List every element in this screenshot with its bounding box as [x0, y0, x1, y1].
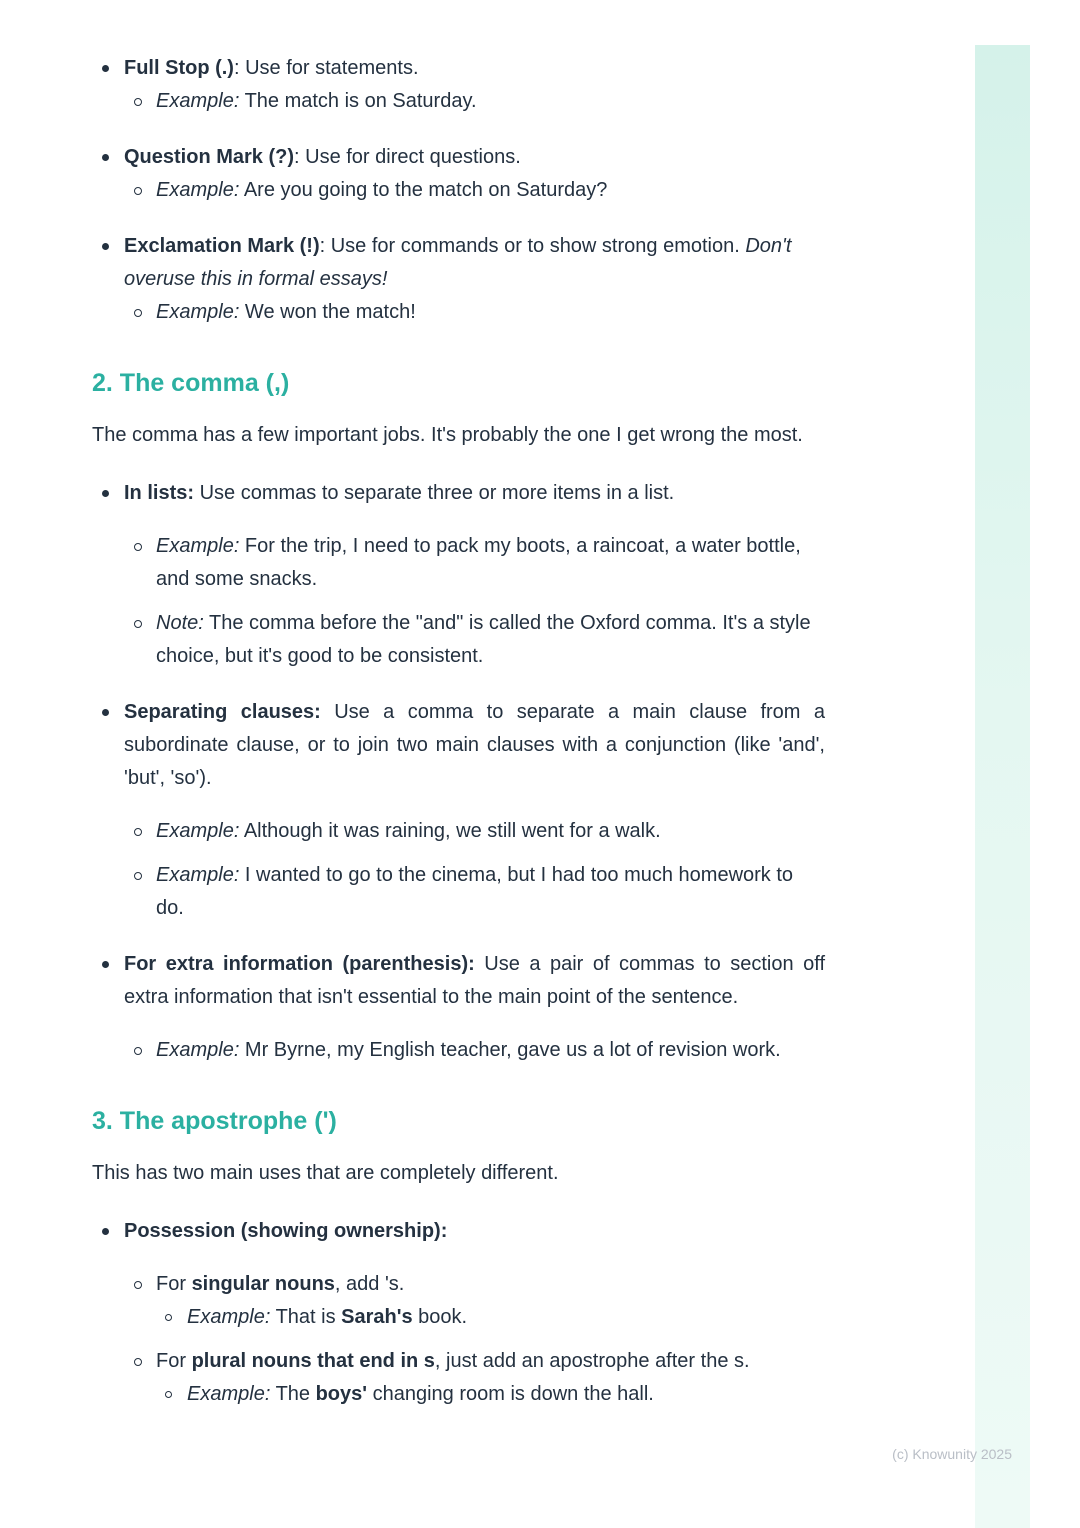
example-item — [124, 296, 825, 329]
bullet-icon — [102, 65, 109, 72]
exclamation-mark-text: Exclamation Mark (!): Use for commands or to show strong emotion. Don't overuse this in formal essays! — [124, 235, 792, 290]
list-item-separating-clauses — [92, 696, 825, 925]
example-item — [156, 1301, 825, 1334]
circle-bullet-icon — [134, 828, 142, 836]
possession-sublist — [124, 1268, 825, 1411]
circle-bullet-icon — [165, 1391, 172, 1398]
circle-bullet-icon — [165, 1314, 172, 1321]
example-text: Example: The match is on Saturday. — [156, 90, 477, 112]
circle-bullet-icon — [134, 620, 142, 628]
example-text: Example: Although it was raining, we still went for a walk. — [156, 820, 661, 842]
document-content — [92, 0, 825, 1411]
question-mark-sublist — [124, 174, 825, 207]
section-heading-comma: 2. The comma (,) — [92, 369, 290, 397]
example-item — [124, 85, 825, 118]
circle-bullet-icon — [134, 872, 142, 880]
full-stop-text: Full Stop (.): Use for statements. — [124, 57, 419, 79]
note-text: Note: The comma before the "and" is called the Oxford comma. It's a style choice, but it's good to be consistent. — [156, 612, 811, 667]
bullet-icon — [102, 709, 109, 716]
example-text: Example: That is Sarah's book. — [187, 1306, 468, 1328]
apostrophe-intro-paragraph: This has two main uses that are completely different. — [92, 1162, 559, 1184]
circle-bullet-icon — [134, 543, 142, 551]
decorative-side-strip — [975, 45, 1030, 1528]
example-text: Example: We won the match! — [156, 301, 416, 323]
singular-example-list — [156, 1301, 825, 1334]
in-lists-sublist — [124, 530, 825, 673]
plural-nouns-item — [124, 1345, 825, 1411]
plural-nouns-text: For plural nouns that end in s, just add an apostrophe after the s. — [156, 1350, 750, 1372]
list-item-possession — [92, 1215, 825, 1411]
list-item-in-lists — [92, 477, 825, 673]
example-item — [124, 815, 825, 848]
possession-text: Possession (showing ownership): — [124, 1220, 448, 1242]
question-mark-text: Question Mark (?): Use for direct questions. — [124, 146, 521, 168]
bullet-icon — [102, 243, 109, 250]
example-item — [124, 859, 825, 925]
circle-bullet-icon — [134, 187, 142, 195]
separating-clauses-sublist — [124, 815, 825, 925]
circle-bullet-icon — [134, 1358, 142, 1366]
section-heading-apostrophe: 3. The apostrophe (') — [92, 1107, 337, 1135]
comma-uses-list — [92, 477, 825, 1067]
parenthesis-sublist — [124, 1034, 825, 1067]
example-item — [124, 530, 825, 596]
bullet-icon — [102, 490, 109, 497]
example-text: Example: Mr Byrne, my English teacher, gave us a lot of revision work. — [156, 1039, 781, 1061]
parenthesis-text: For extra information (parenthesis): Use a pair of commas to section off extra information that isn't essential to the main point of the sentence. — [124, 953, 826, 1008]
singular-nouns-item — [124, 1268, 825, 1334]
circle-bullet-icon — [134, 98, 142, 106]
singular-nouns-text: For singular nouns, add 's. — [156, 1273, 405, 1295]
note-item — [124, 607, 825, 673]
bullet-icon — [102, 154, 109, 161]
in-lists-text: In lists: Use commas to separate three or more items in a list. — [124, 482, 675, 504]
example-text: Example: Are you going to the match on Saturday? — [156, 179, 608, 201]
bullet-icon — [102, 961, 109, 968]
circle-bullet-icon — [134, 309, 142, 317]
circle-bullet-icon — [134, 1047, 142, 1055]
list-item-parenthesis — [92, 948, 825, 1067]
apostrophe-uses-list — [92, 1215, 825, 1411]
list-item-question-mark — [92, 141, 825, 207]
exclamation-mark-sublist — [124, 296, 825, 329]
example-item — [156, 1378, 825, 1411]
list-item-full-stop — [92, 52, 825, 118]
separating-clauses-text: Separating clauses: Use a comma to separate a main clause from a subordinate clause, or to join two main clauses with a conjunction (like 'and', 'but', 'so'). — [124, 701, 825, 789]
example-text: Example: The boys' changing room is down the hall. — [187, 1383, 654, 1405]
list-item-exclamation-mark — [92, 230, 825, 329]
plural-example-list — [156, 1378, 825, 1411]
example-item — [124, 174, 825, 207]
example-text: Example: For the trip, I need to pack my boots, a raincoat, a water bottle, and some snacks. — [156, 535, 801, 590]
comma-intro-paragraph: The comma has a few important jobs. It's probably the one I get wrong the most. — [92, 424, 803, 446]
example-text: Example: I wanted to go to the cinema, but I had too much homework to do. — [156, 864, 794, 919]
full-stop-sublist — [124, 85, 825, 118]
circle-bullet-icon — [134, 1281, 142, 1289]
example-item — [124, 1034, 825, 1067]
watermark: (c) Knowunity 2025 — [892, 1446, 1012, 1462]
bullet-icon — [102, 1228, 109, 1235]
terminal-punctuation-list — [92, 52, 825, 329]
